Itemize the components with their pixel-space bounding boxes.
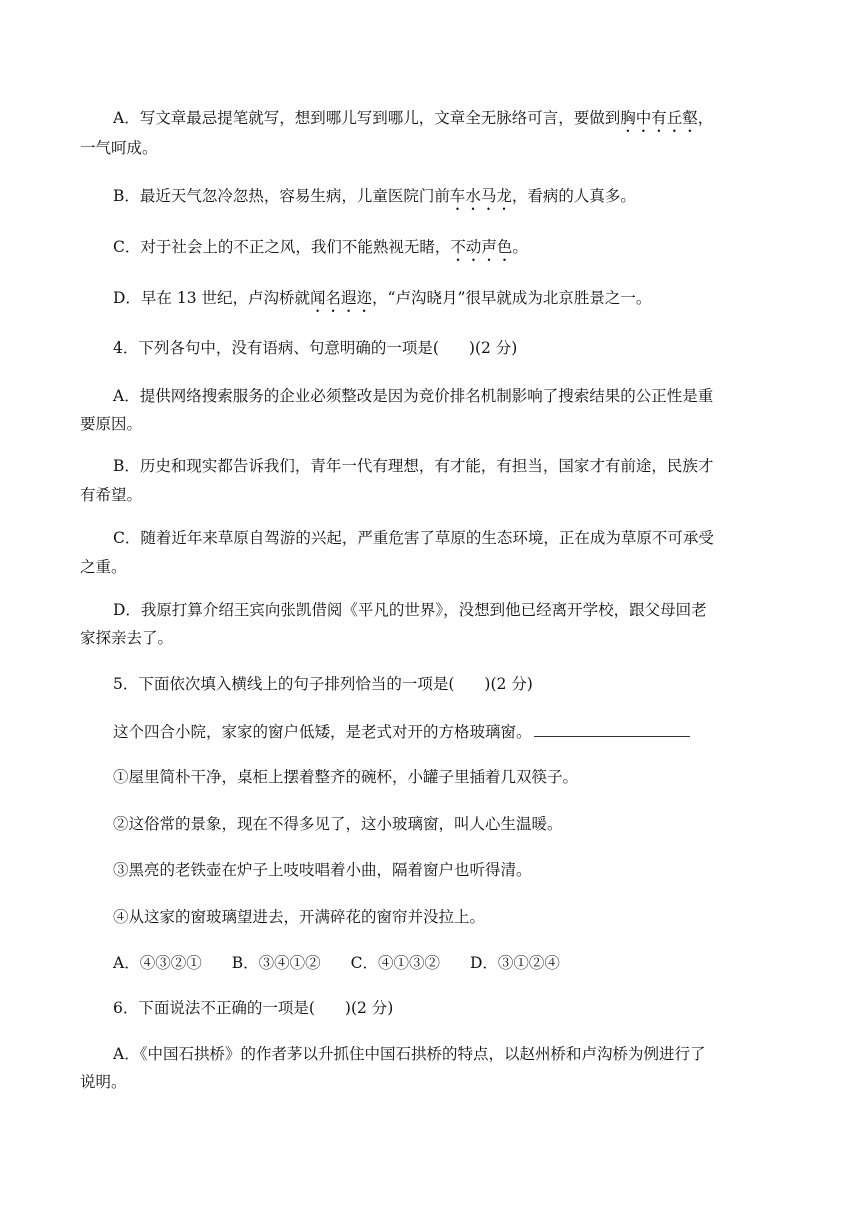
- q3-option-b: [113, 186, 636, 214]
- q3-option-c-text: C．对于社会上的不正之风，我们不能熟视无睹，: [113, 238, 451, 256]
- q5-sentence-3: ③黑亮的老铁壶在炉子上吱吱唱着小曲，隔着窗户也听得清。: [113, 861, 532, 879]
- q3-option-b-text: B．最近天气忽冷忽热，容易生病，儿童医院门前: [113, 187, 450, 205]
- q5-option-b: B．③④①②: [231, 954, 321, 972]
- q4-option-c-continuation: 之重。: [80, 558, 127, 576]
- q4-stem-text: 4．下列各句中，没有语病、句意明确的一项是(: [113, 339, 439, 357]
- q5-fill-blank[interactable]: [534, 722, 690, 737]
- q3-option-b-tail: ，看病的人真多。: [511, 187, 636, 205]
- q4-stem: [113, 338, 517, 358]
- q3-option-a: [113, 108, 713, 136]
- q5-option-d: D．③①②④: [469, 954, 560, 972]
- q3-option-d-idiom: 闻名遐迩: [310, 289, 373, 307]
- q3-option-d: [113, 288, 651, 316]
- q5-score: )(2 分): [484, 675, 533, 693]
- q5-option-c: C．④①③②: [350, 954, 440, 972]
- q3-option-c-idiom: 不动声色: [450, 238, 513, 256]
- q4-option-b: B．历史和现实都告诉我们，青年一代有理想，有才能，有担当，国家才有前途，民族才: [113, 457, 714, 475]
- q5-sentence-1: ①屋里简朴干净，桌柜上摆着整齐的碗杯，小罐子里插着几双筷子。: [113, 768, 579, 786]
- q5-passage: [113, 722, 690, 742]
- q6-option-a-continuation: 说明。: [80, 1073, 127, 1091]
- q3-option-a-idiom: 胸中有丘壑: [620, 109, 698, 127]
- q3-option-c: [113, 237, 528, 265]
- q3-option-d-tail: ，“卢沟晓月”很早就成为北京胜景之一。: [372, 289, 652, 307]
- q4-option-d-continuation: 家探亲去了。: [80, 629, 174, 647]
- q6-stem-text: 6．下面说法不正确的一项是(: [113, 999, 315, 1017]
- q3-option-a-continuation: 一气呵成。: [80, 139, 158, 157]
- q5-passage-text: 这个四合小院，家家的窗户低矮，是老式对开的方格玻璃窗。: [113, 723, 532, 741]
- q5-sentence-2: ②这俗常的景象，现在不得多见了，这小玻璃窗，叫人心生温暖。: [113, 815, 563, 833]
- q6-option-a: A．《中国石拱桥》的作者茅以升抓住中国石拱桥的特点，以赵州桥和卢沟桥为例进行了: [113, 1045, 706, 1063]
- q6-score: )(2 分): [344, 999, 394, 1017]
- q5-sentence-4: ④从这家的窗玻璃望进去，开满碎花的窗帘并没拉上。: [113, 908, 486, 926]
- q4-option-a: A．提供网络搜索服务的企业必须整改是因为竞价排名机制影响了搜索结果的公正性是重: [113, 387, 714, 405]
- q5-stem-text: 5．下面依次填入横线上的句子排列恰当的一项是(: [113, 675, 455, 693]
- q5-stem: [113, 674, 533, 694]
- q5-options: [113, 953, 590, 973]
- q4-option-c: C．随着近年来草原自驾游的兴起，严重危害了草原的生态环境，正在成为草原不可承受: [113, 529, 714, 547]
- q4-score: )(2 分): [468, 339, 518, 357]
- q4-option-d: D．我原打算介绍王宾向张凯借阅《平凡的世界》，没想到他已经离开学校，跟父母回老: [113, 601, 707, 619]
- q3-option-a-tail: ，: [697, 109, 714, 127]
- q4-option-a-continuation: 要原因。: [80, 415, 143, 433]
- q3-option-c-tail: 。: [512, 238, 528, 256]
- q3-option-a-text: A．写文章最忌提笔就写，想到哪儿写到哪儿，文章全无脉络可言，要做到: [113, 109, 621, 127]
- q3-option-b-idiom: 车水马龙: [449, 187, 512, 205]
- q3-option-d-text: D．早在 13 世纪，卢沟桥就: [113, 289, 311, 307]
- q6-stem: [113, 998, 393, 1018]
- q4-option-b-continuation: 有希望。: [80, 486, 143, 504]
- q5-option-a: A．④③②①: [113, 954, 202, 972]
